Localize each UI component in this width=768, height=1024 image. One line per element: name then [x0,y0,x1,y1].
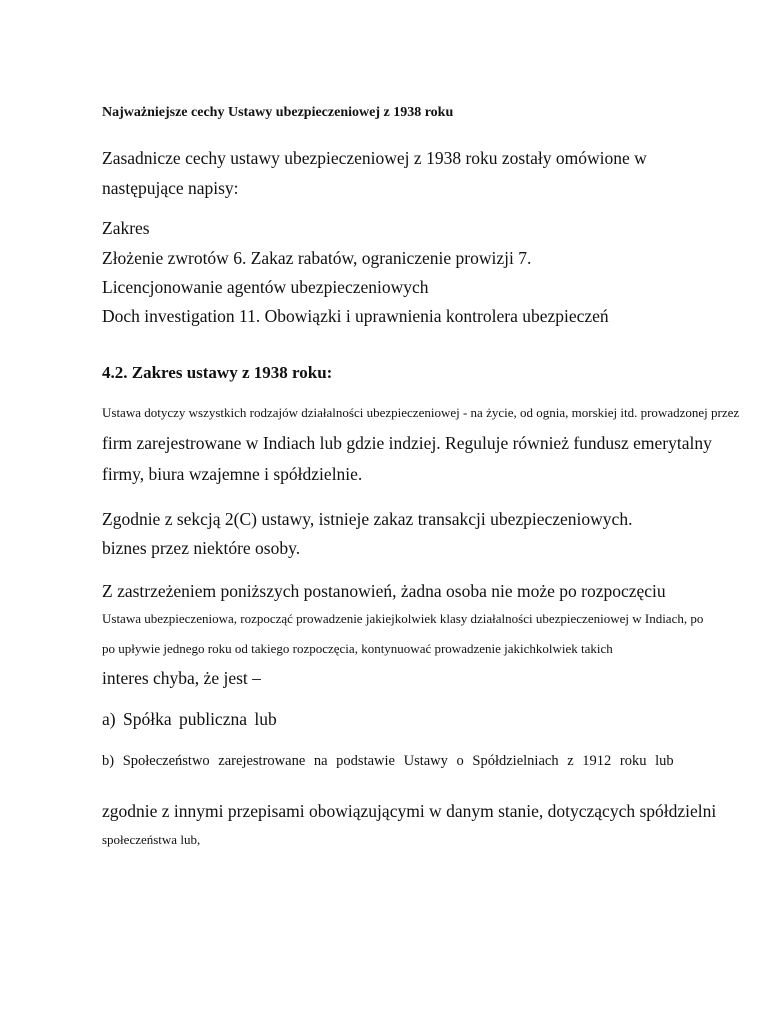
section-2c-line-2: biznes przez niektóre osoby. [102,538,301,558]
closing-line-2: społeczeństwa lub, [102,832,201,847]
list-item-scope: Zakres [102,218,150,238]
scope-line-3: firmy, biura wzajemne i spółdzielnie. [102,464,363,484]
provision-line-1: Z zastrzeżeniem poniższych postanowień, żadna osoba nie może po rozpoczęciu [102,581,666,601]
list-item-returns: Złożenie zwrotów 6. Zakaz rabatów, ograniczenie prowizji 7. [102,248,532,268]
intro-line-2: następujące napisy: [102,178,239,198]
list-item-licensing: Licencjonowanie agentów ubezpieczeniowych [102,277,429,297]
scope-line-2: firm zarejestrowane w Indiach lub gdzie indziej. Reguluje również fundusz emerytalny [102,433,712,453]
intro-line-1: Zasadnicze cechy ustawy ubezpieczeniowej z 1938 roku zostały omówione w [102,148,647,168]
scope-line-1: Ustawa dotyczy wszystkich rodzajów działalności ubezpieczeniowej - na życie, od ognia, morskiej itd. prowadzonej przez [102,405,740,420]
document-title: Najważniejsze cechy Ustawy ubezpieczeniowej z 1938 roku [102,105,454,120]
list-item-investigation: Doch investigation 11. Obowiązki i uprawnienia kontrolera ubezpieczeń [102,306,609,326]
item-a: a) Spółka publiczna lub [102,709,277,729]
section-heading: 4.2. Zakres ustawy z 1938 roku: [102,363,333,382]
section-2c-line-1: Zgodnie z sekcją 2(C) ustawy, istnieje zakaz transakcji ubezpieczeniowych. [102,509,633,529]
closing-line-1: zgodnie z innymi przepisami obowiązującymi w danym stanie, dotyczących spółdzielni [102,801,717,821]
provision-line-2: Ustawa ubezpieczeniowa, rozpocząć prowadzenie jakiejkolwiek klasy działalności ubezpieczeniowej w Indiach, po [102,611,704,626]
item-b: b) Społeczeństwo zarejestrowane na podstawie Ustawy o Spółdzielniach z 1912 roku lub [102,753,674,769]
provision-line-3: po upływie jednego roku od takiego rozpoczęcia, kontynuować prowadzenie jakichkolwiek takich [102,641,613,656]
provision-line-4: interes chyba, że jest – [102,668,261,688]
